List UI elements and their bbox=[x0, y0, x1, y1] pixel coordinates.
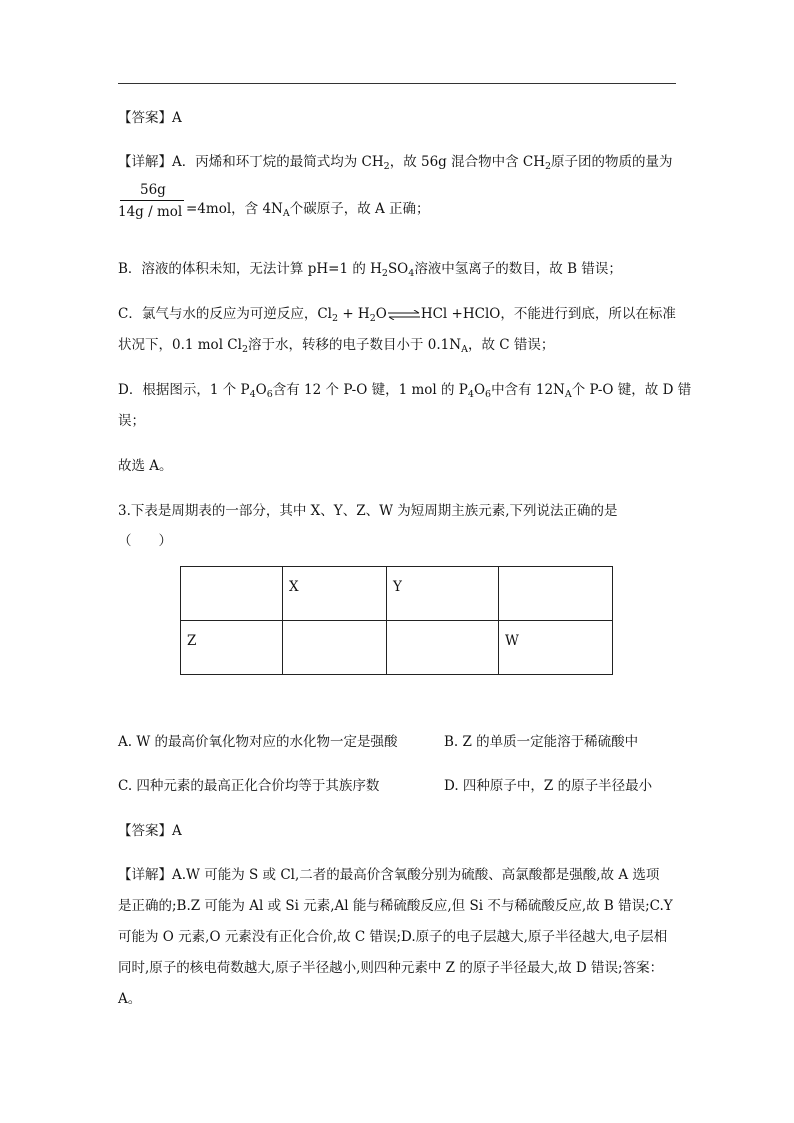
answer-line-1 bbox=[118, 106, 182, 126]
detail-3-line-4: 同时,原子的核电荷数越大,原子半径越小,则四种元素中 Z 的原子半径最大,故 D 错误;答案： bbox=[118, 960, 664, 976]
periodic-table-fragment bbox=[180, 566, 613, 675]
answer-line-3 bbox=[118, 819, 182, 839]
table-cell bbox=[283, 621, 387, 675]
detail-3-line-1: 【详解】A.W 可能为 S 或 Cl,二者的最高价含氧酸分别为硫酸、高氯酸都是强酸,故 A 选项 bbox=[118, 867, 660, 883]
header-rule bbox=[118, 83, 676, 84]
detail-3-line-5: A。 bbox=[118, 991, 142, 1007]
question-3-stem: 3.下表是周期表的一部分，其中 X、Y、Z、W 为短周期主族元素,下列说法正确的是 bbox=[118, 503, 618, 519]
table-row bbox=[181, 567, 613, 621]
table-cell bbox=[387, 621, 499, 675]
detail-b-line: B．溶液的体积未知，无法计算 pH=1 的 $H_2SO_4$溶液中氢离子的数目，故 B 错误； bbox=[118, 261, 622, 279]
detail-3-line-3: 可能为 O 元素,O 元素没有正化合价,故 C 错误;D.原子的电子层越大,原子半径越大,电子层相 bbox=[118, 929, 668, 945]
detail-3-line-2: 是正确的;B.Z 可能为 Al 或 Si 元素,Al 能与稀硫酸反应,但 Si 不与稀硫酸反应,故 B 错误;C.Y bbox=[118, 898, 673, 914]
answer-value: A bbox=[172, 823, 182, 839]
option-c: C. 四种元素的最高正化合价均等于其族序数 bbox=[118, 778, 380, 794]
table-row bbox=[181, 621, 613, 675]
option-b: B. Z 的单质一定能溶于稀硫酸中 bbox=[444, 734, 639, 750]
table-cell: W bbox=[499, 621, 613, 675]
detail-a-line-2: =4mol，含 $4N_A$个碳原子，故 A 正确； bbox=[186, 201, 430, 219]
question-3-blank: （ ） bbox=[118, 533, 172, 549]
detail-label: 【详解】 bbox=[118, 154, 172, 170]
detail-d-line-2: 误； bbox=[118, 413, 145, 429]
detail-c-line-1: C．氯气与水的反应为可逆反应，$Cl_2 + H_2O$ HCl +HClO，不能进行到底，所以在标准 bbox=[118, 306, 676, 324]
table-cell bbox=[181, 567, 283, 621]
option-d: D. 四种原子中，Z 的原子半径最小 bbox=[444, 778, 653, 794]
conclusion-line: 故选 A。 bbox=[118, 458, 173, 474]
detail-label: 【详解】 bbox=[118, 867, 172, 883]
fraction-numerator: 56g bbox=[140, 182, 166, 198]
fraction-denominator: 14g / mol bbox=[118, 204, 183, 220]
answer-label: 【答案】 bbox=[118, 110, 172, 126]
table-cell: X bbox=[283, 567, 387, 621]
mole-fraction bbox=[118, 180, 184, 222]
option-a: A. W 的最高价氧化物对应的水化物一定是强酸 bbox=[118, 734, 398, 750]
table-cell: Z bbox=[181, 621, 283, 675]
table-cell bbox=[499, 567, 613, 621]
reversible-arrow-icon bbox=[387, 310, 421, 320]
table-cell: Y bbox=[387, 567, 499, 621]
answer-label: 【答案】 bbox=[118, 823, 172, 839]
answer-value: A bbox=[172, 110, 182, 126]
detail-a-line-1: 【详解】A．丙烯和环丁烷的最简式均为 $CH_2$，故 56g 混合物中含 $CH_2$原子团的物质的量为 bbox=[118, 154, 673, 172]
detail-c-line-2: 状况下，0.1 mol $Cl_2$溶于水，转移的电子数目小于 $0.1N_A$，故 C 错误； bbox=[118, 337, 555, 355]
detail-d-line-1: D．根据图示，1 个 $P_4O_6$含有 12 个 P-O 键，1 mol 的 $P_4O_6$中含有 $12N_A$个 P-O 键，故 D 错 bbox=[118, 382, 692, 400]
fraction-bar bbox=[120, 200, 184, 201]
